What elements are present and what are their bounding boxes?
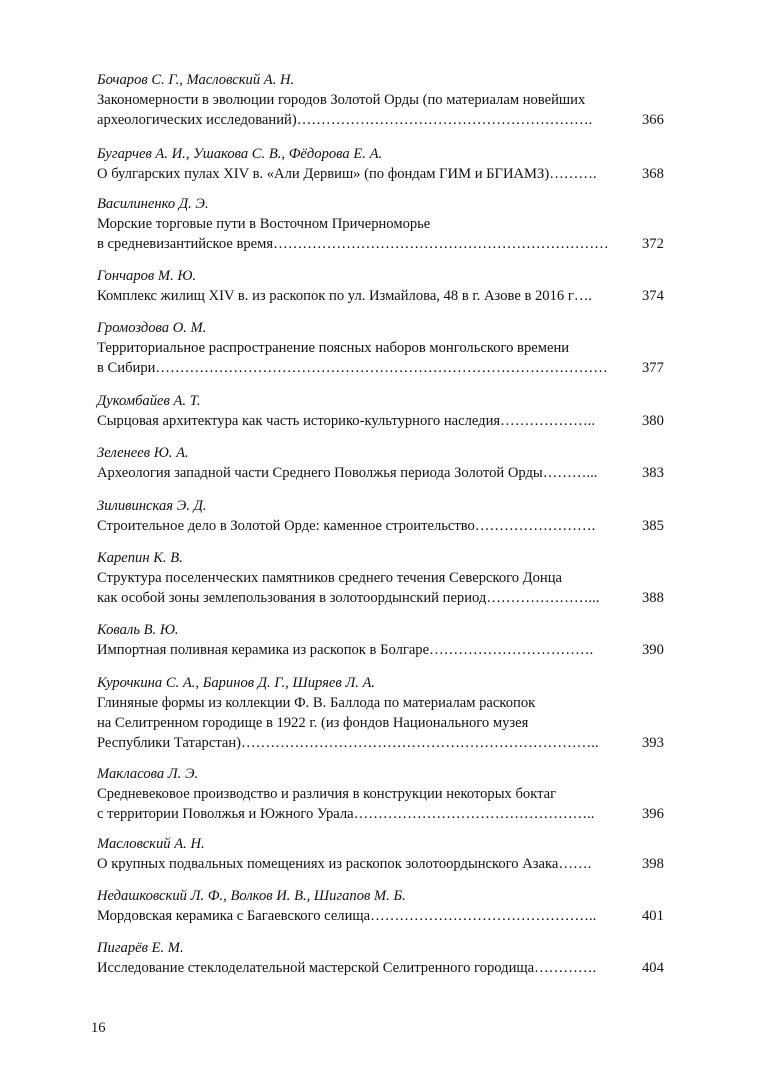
toc-entry-authors: Дукомбайев А. Т. <box>97 393 201 409</box>
toc-entry-line <box>97 804 667 824</box>
toc-entry-title: Комплекс жилищ XIV в. из раскопок по ул. Измайлова, 48 в г. Азове в 2016 г…. <box>97 288 593 304</box>
toc-entry-authors: Гончаров М. Ю. <box>97 268 197 284</box>
toc-entry-line <box>97 234 667 254</box>
toc-entry-title: Мордовская керамика с Багаевского селища……………………………………….. <box>97 908 597 924</box>
toc-entry-line <box>97 411 667 431</box>
toc-entry-title: Исследование стеклоделательной мастерской Селитренного городища…………. <box>97 960 597 976</box>
toc-entry-title: Территориальное распространение поясных наборов монгольского времени <box>97 340 570 356</box>
toc-entry-title: как особой зоны землепользования в золотоордынский период…………………... <box>97 590 600 606</box>
toc-entry-page: 390 <box>642 642 664 658</box>
toc-entry-line <box>97 338 667 358</box>
toc-entry-line <box>97 568 667 588</box>
page-number: 16 <box>91 1020 106 1036</box>
toc-entry-page: 377 <box>642 360 664 376</box>
toc-entry-line <box>97 463 667 483</box>
toc-entry-authors: Василиненко Д. Э. <box>97 196 209 212</box>
toc-entry-page: 374 <box>642 288 664 304</box>
toc-entry-authors: Масловский А. Н. <box>97 836 205 852</box>
toc-entry-title: с территории Поволжья и Южного Урала………………………………………….. <box>97 806 595 822</box>
toc-entry-title: О булгарских пулах XIV в. «Али Дервиш» (по фондам ГИМ и БГИАМЗ)………. <box>97 166 597 182</box>
toc-entry-line <box>97 713 667 733</box>
toc-entry-title: Глиняные формы из коллекции Ф. В. Баллода по материалам раскопок <box>97 695 536 711</box>
toc-entry <box>97 496 667 536</box>
toc-entry <box>97 548 667 608</box>
toc-entry-title: Морские торговые пути в Восточном Причерноморье <box>97 216 431 232</box>
toc-entry-line <box>97 90 667 110</box>
toc-entry-authors: Пигарёв Е. М. <box>97 940 184 956</box>
toc-entry-title: в Сибири………………………………………………………………………………… <box>97 360 608 376</box>
toc-entry-page: 404 <box>642 960 664 976</box>
toc-entry-authors: Курочкина С. А., Баринов Д. Г., Ширяев Л. А. <box>97 675 376 691</box>
toc-entry <box>97 443 667 483</box>
toc-entry-authors: Зиливинская Э. Д. <box>97 498 207 514</box>
toc-entry-line <box>97 640 667 660</box>
toc-entry-line <box>97 733 667 753</box>
toc-entry <box>97 834 667 874</box>
toc-entry <box>97 886 667 926</box>
toc-entry-title: археологических исследований)……………………………………………………. <box>97 112 593 128</box>
toc-entry <box>97 938 667 978</box>
toc-entry-title: Республики Татарстан)……………………………………………………………….. <box>97 735 599 751</box>
toc-entry-line <box>97 286 667 306</box>
toc-entry-page: 401 <box>642 908 664 924</box>
toc-entry-title: Археология западной части Среднего Поволжья периода Золотой Орды………... <box>97 465 598 481</box>
toc-entry-page: 383 <box>642 465 664 481</box>
toc-entry-authors: Бочаров С. Г., Масловский А. Н. <box>97 72 295 88</box>
toc-entry-line <box>97 214 667 234</box>
toc-entry-line <box>97 358 667 378</box>
toc-entry-authors: Макласова Л. Э. <box>97 766 199 782</box>
toc-entry-line <box>97 854 667 874</box>
toc-entry <box>97 673 667 753</box>
toc-entry <box>97 144 667 184</box>
toc-entry-page: 366 <box>642 112 664 128</box>
toc-entry-line <box>97 958 667 978</box>
toc-entry <box>97 70 667 130</box>
toc-entry <box>97 194 667 254</box>
toc-entry-line <box>97 164 667 184</box>
toc-entry <box>97 318 667 378</box>
toc-entry-page: 380 <box>642 413 664 429</box>
toc-entry-title: Строительное дело в Золотой Орде: каменное строительство……………………. <box>97 518 596 534</box>
toc-entry-title: Сырцовая архитектура как часть историко-культурного наследия……………….. <box>97 413 595 429</box>
toc-entry-page: 396 <box>642 806 664 822</box>
toc-entry-title: на Селитренном городище в 1922 г. (из фондов Национального музея <box>97 715 529 731</box>
toc-entry-authors: Громоздова О. М. <box>97 320 207 336</box>
toc-entry <box>97 764 667 824</box>
toc-entry-title: Закономерности в эволюции городов Золотой Орды (по материалам новейших <box>97 92 586 108</box>
toc-entry-title: Средневековое производство и различия в конструкции некоторых боктаг <box>97 786 557 802</box>
toc-entry-authors: Недашковский Л. Ф., Волков И. В., Шигапов М. Б. <box>97 888 406 904</box>
toc-entry-title: Импортная поливная керамика из раскопок в Болгаре……………………………. <box>97 642 594 658</box>
toc-entry-line <box>97 588 667 608</box>
toc-entry-line <box>97 906 667 926</box>
toc-entry <box>97 391 667 431</box>
toc-entry-line <box>97 516 667 536</box>
toc-entry-page: 368 <box>642 166 664 182</box>
toc-entry-page: 398 <box>642 856 664 872</box>
toc-entry-page: 393 <box>642 735 664 751</box>
toc-entry-authors: Коваль В. Ю. <box>97 622 179 638</box>
toc-entry-authors: Бугарчев А. И., Ушакова С. В., Фёдорова Е. А. <box>97 146 383 162</box>
toc-entry-line <box>97 693 667 713</box>
toc-entry-page: 385 <box>642 518 664 534</box>
toc-entry-line <box>97 110 667 130</box>
toc-entry-page: 372 <box>642 236 664 252</box>
toc-entry-title: в средневизантийское время…………………………………………………………… <box>97 236 609 252</box>
toc-entry-title: Структура поселенческих памятников среднего течения Северского Донца <box>97 570 563 586</box>
toc-entry-title: О крупных подвальных помещениях из раскопок золотоордынского Азака……. <box>97 856 592 872</box>
toc-entry-page: 388 <box>642 590 664 606</box>
toc-entry <box>97 266 667 306</box>
toc-entry-line <box>97 784 667 804</box>
toc-entry-authors: Зеленеев Ю. А. <box>97 445 189 461</box>
toc-entry <box>97 620 667 660</box>
toc-entry-authors: Карепин К. В. <box>97 550 183 566</box>
